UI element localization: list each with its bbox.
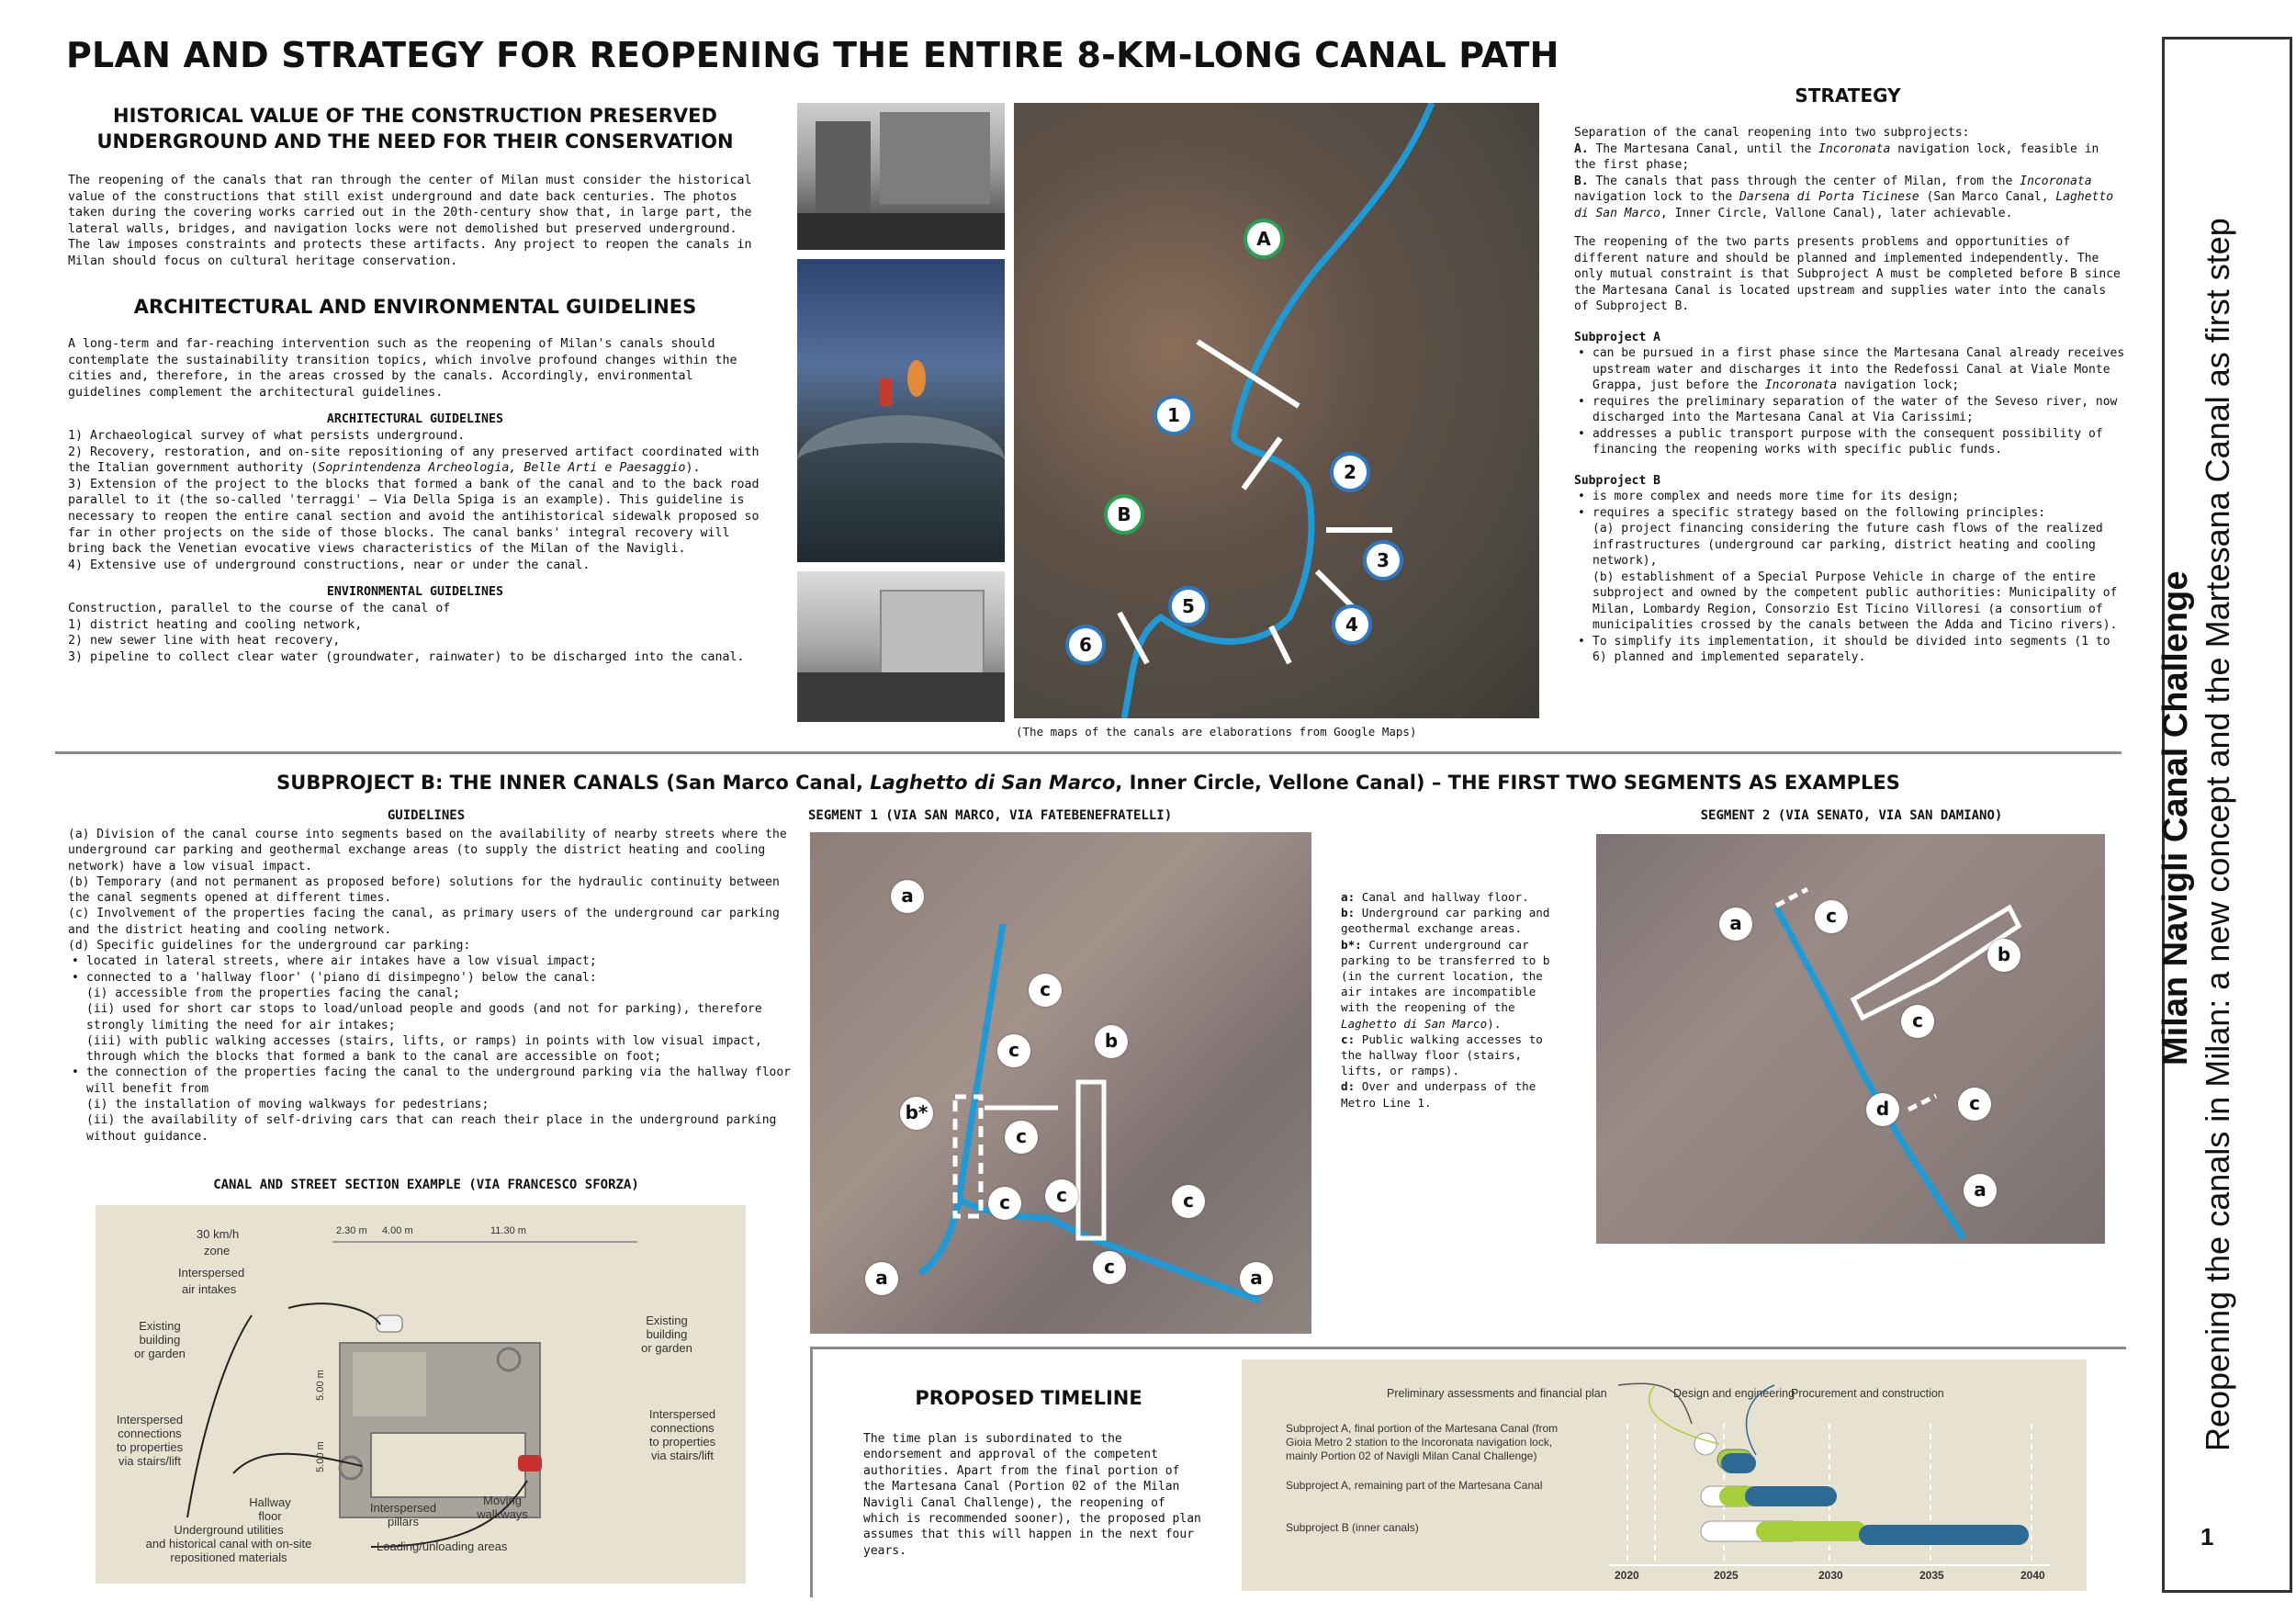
year-label-2035: 2035: [1919, 1569, 1944, 1582]
seg1-label-c6: c: [1172, 1185, 1205, 1218]
segment-1-svg: [810, 832, 1311, 1334]
subb-guidelines-heading: GUIDELINES: [387, 808, 466, 823]
year-label-2040: 2040: [2020, 1569, 2045, 1582]
list-item: • can be pursued in a first phase since the Martesana Canal already receives upstream water and discharges it into the Redefossi Canal at Viale Monte Grappa, just before the Incoronata navigation lock;: [1574, 345, 2125, 394]
segment-divider-1: [1198, 342, 1299, 406]
env-guideline-2: 2) new sewer line with heat recovery,: [68, 634, 341, 648]
guideline-b: (b) Temporary (and not permanent as proposed before) solutions for the hydraulic continuity between the canal segments opened at different times.: [68, 874, 780, 906]
env-guidelines-heading: ENVIRONMENTAL GUIDELINES: [326, 585, 504, 600]
bar-row2-phase3: [1745, 1486, 1837, 1506]
subproject-b-title: SUBPROJECT B: THE INNER CANALS (San Marco Canal, Laghetto di San Marco, Inner Circle, Vellone Canal) – THE FIRST TWO SEGMENTS AS EXAMPLES: [276, 772, 1900, 794]
seg2-label-a-bottom: a: [1964, 1174, 1997, 1207]
list-item: • located in lateral streets, where air intakes have a low visual impact;: [68, 953, 793, 969]
row-1-label: Subproject A, final portion of the Martesana Canal (from Gioia Metro 2 station to the Incoronata navigation lock, mainly Portion 02 of Navigli Milan Canal Challenge): [1286, 1422, 1559, 1462]
dashed-connector-right: [1908, 1096, 1936, 1110]
label-h1: 5.00 m: [314, 1370, 326, 1401]
legend-d: d: Over and underpass of the Metro Line 1.: [1341, 1079, 1536, 1110]
label-building-left: Existing building or garden: [134, 1319, 186, 1360]
bar-row1-phase1: [1694, 1433, 1716, 1455]
legend-b: b: Underground car parking and geothermal exchange areas.: [1341, 906, 1550, 936]
page-number: 1: [2200, 1523, 2214, 1551]
segment-legend: [1341, 889, 1570, 1111]
label-speed: 30 km/h: [197, 1227, 240, 1241]
bar-row3-phase2: [1756, 1521, 1866, 1541]
segment-2-svg: [1596, 834, 2105, 1244]
seg1-label-c3: c: [1005, 1121, 1038, 1154]
seg2-label-a-top: a: [1719, 908, 1752, 941]
segment-1-map: [810, 832, 1311, 1334]
segment-2-map: [1596, 834, 2105, 1244]
canal-overview-map: [1014, 103, 1539, 718]
seg1-label-c4: c: [988, 1187, 1021, 1220]
seg2-label-c3: c: [1958, 1088, 1991, 1121]
legend-c: c: Public walking accesses to the hallway floor (stairs, lifts, or ramps).: [1341, 1032, 1543, 1078]
segment-divider-4: [1317, 571, 1354, 608]
arch-env-intro: A long-term and far-reaching intervention such as the reopening of Milan's canals should contemplate the sustainability transition topics, which involve profound changes within the cities and, therefore, in the areas crossed by the canals. Accordingly, environmental guidelines complement the architectural guidelines.: [68, 337, 737, 400]
label-utilities: Underground utilities and historical canal with on-site repositioned materials: [145, 1523, 312, 1564]
historical-body: The reopening of the canals that ran through the center of Milan must consider the historical value of the constructions that still exist underground and date back centuries. The photos taken during the covering works carried out in the 20th-century show that, in large part, the lateral walls, bridges, and navigation locks were not demolished but preserved underground. The law imposes constraints and protects these artifacts. Any project to reopen the canals in Milan should focus on cultural heritage conservation.: [68, 174, 752, 268]
seg1-label-b: b: [1095, 1025, 1128, 1058]
phase-3-label: Procurement and construction: [1791, 1387, 1944, 1400]
map-marker-6: 6: [1065, 625, 1106, 665]
seg1-label-a-left: a: [865, 1262, 898, 1295]
row-2-label: Subproject A, remaining part of the Martesana Canal: [1286, 1479, 1543, 1492]
year-label-2025: 2025: [1714, 1569, 1739, 1582]
historical-heading: [66, 103, 764, 154]
subproject-a-heading: Subproject A: [1574, 330, 1660, 344]
sidebar-title-sub: Reopening the canals in Milan: a new concept and the Martesana Canal as first step: [2199, 218, 2236, 1451]
arch-guideline-1: 1) Archaeological survey of what persists underground.: [68, 428, 466, 443]
label-dim3: 11.30 m: [490, 1225, 526, 1236]
strategy-block: [1574, 125, 2125, 666]
segment-1-heading: SEGMENT 1 (VIA SAN MARCO, VIA FATEBENEFRATELLI): [808, 808, 1173, 823]
seg1-label-c1: c: [1029, 974, 1062, 1007]
subb-guidelines-block: [68, 827, 793, 1145]
historic-photo-2: [797, 259, 1005, 562]
map-marker-5: 5: [1168, 586, 1209, 626]
segment-1-canal-line: [920, 924, 1260, 1301]
map-marker-2: 2: [1330, 452, 1370, 492]
historic-photo-1: [797, 103, 1005, 250]
sidebar-title: [2155, 129, 2239, 1562]
guideline-c: (c) Involvement of the properties facing the canal, as primary users of the underground car parking and the district heating and cooling network.: [68, 907, 780, 937]
red-car-icon: [518, 1455, 542, 1472]
label-dim2: 4.00 m: [382, 1225, 413, 1236]
year-label-2030: 2030: [1818, 1569, 1843, 1582]
map-marker-4: 4: [1332, 604, 1372, 645]
page-title: PLAN AND STRATEGY FOR REOPENING THE ENTIRE 8-KM-LONG CANAL PATH: [66, 35, 1559, 75]
seg2-label-c2: c: [1901, 1005, 1934, 1038]
env-guideline-3: 3) pipeline to collect clear water (groundwater, rainwater) to be discharged into the canal.: [68, 649, 745, 664]
env-guideline-1: 1) district heating and cooling network,: [68, 617, 363, 632]
list-item: • the connection of the properties facing the canal to the underground parking via the hallway floor will benefit from (i) the installation of moving walkways for pedestrians; (ii) the availability of self-driving cars that can reach their place in the underground parking without guidance.: [68, 1065, 793, 1144]
arch-guideline-2: 2) Recovery, restoration, and on-site repositioning of any preserved artifact coordinated with the Italian government authority (Soprintendenza Archeologia, Belle Arti e Paesaggio).: [68, 445, 760, 476]
legend-bstar: b*: Current underground car parking to be transferred to b (in the current location, the air intakes are incompatible with the reopening of the Laghetto di San Marco).: [1341, 937, 1550, 1031]
segment-2-heading: SEGMENT 2 (VIA SENATO, VIA SAN DAMIANO): [1700, 808, 2003, 823]
timeline-chart: [1242, 1359, 2087, 1591]
list-item: • requires a specific strategy based on the following principles: (a) project financing considering the future cash flows of the realized infrastructures (underground car parking, district heating and cooling network), (b) establishment of a Special Purpose Vehicle in charge of the entire subproject and owned by the competent public authorities: Municipality of Milan, Lombardy Region, Consorzio Est Ticino Villoresi (a consortium of municipalities crossed by the canals between the Adda and Ticino rivers).: [1574, 505, 2125, 634]
label-zone: zone: [204, 1244, 231, 1257]
guideline-a: (a) Division of the canal course into segments based on the availability of nearby streets where the underground car parking and geothermal exchange areas (to supply the district heating and cooling network) have a low visual impact.: [68, 828, 787, 874]
section-divider: [55, 751, 2122, 754]
dashed-connector-top: [1776, 889, 1807, 906]
map-marker-3: 3: [1363, 540, 1403, 581]
map-marker-B: B: [1104, 494, 1144, 535]
timeline-heading: PROPOSED TIMELINE: [915, 1387, 1142, 1409]
guideline-d-list: [68, 953, 793, 1145]
subproject-a-list: [1574, 345, 2125, 458]
map-marker-1: 1: [1154, 395, 1194, 435]
label-air1: Interspersed: [178, 1266, 245, 1280]
timeline-body: The time plan is subordinated to the endorsement and approval of the competent authorities. Apart from the final portion of the Martesana Canal (Portion 02 of the Milan Navigli Canal Challenge), the reopening of which is recommended sooner), the proposed plan assumes that this will happen in the next four years.: [863, 1432, 1201, 1558]
historical-heading-line1: HISTORICAL VALUE OF THE CONSTRUCTION PRESERVED: [113, 105, 717, 127]
seg1-label-a-top: a: [891, 880, 924, 913]
parking-area-b: [1078, 1082, 1104, 1238]
seg2-label-d: d: [1866, 1093, 1899, 1126]
list-item: • connected to a 'hallway floor' ('piano di disimpegno') below the canal: (i) accessible from the properties facing the canal; (ii) used for short car stops to load/unload people and goods (and not for parking), therefore strongly limiting the need for air intakes; (iii) with public walking accesses (stairs, lifts, or ramps) in points with low visual impact, through which the blocks that formed a bank to the canal are accessible on foot;: [68, 970, 793, 1066]
arch-guideline-3: 3) Extension of the project to the blocks that formed a bank of the canal and to the back road parallel to it (the so-called 'terraggi' – Via Della Spiga is an example). This guideline is necessary to reopen the entire canal section and avoid the antihistorical sidewalk proposed so far in other projects on the side of those blocks. The canal banks' integral recovery will bring back the Venetian evocative views characteristics of the Milan of the Navigli.: [68, 477, 760, 557]
guideline-d: (d) Specific guidelines for the underground car parking:: [68, 939, 471, 953]
bar-row1-phase3: [1721, 1453, 1756, 1473]
sidebar-title-bold: Milan Navigli Canal Challenge: [2156, 570, 2195, 1066]
map-marker-A: A: [1244, 219, 1284, 259]
label-connections-right: Interspersed connections to properties via stairs/lift: [648, 1407, 716, 1462]
strategy-paragraph-2: The reopening of the two parts presents problems and opportunities of different nature and should be planned and implemented independently. The only mutual constraint is that Subproject A must be completed before B since the Martesana Canal is located upstream and supplies water into the canals of Subproject B.: [1574, 235, 2121, 313]
label-air2: air intakes: [182, 1282, 237, 1296]
seg1-label-bstar: b*: [900, 1097, 933, 1130]
year-label-2020: 2020: [1615, 1569, 1639, 1582]
subproject-b-list: [1574, 489, 2125, 666]
label-building-right: Existing building or garden: [641, 1314, 692, 1355]
env-intro: Construction, parallel to the course of the canal of: [68, 601, 451, 615]
map-caption: (The maps of the canals are elaborations from Google Maps): [1016, 725, 1417, 739]
segment-2-canal-line: [1776, 908, 1964, 1238]
canal-water: [353, 1352, 426, 1416]
subproject-b-heading: Subproject B: [1574, 473, 1660, 488]
bar-row3-phase3: [1859, 1525, 2029, 1545]
row-3-label: Subproject B (inner canals): [1286, 1521, 1419, 1534]
seg1-label-c7: c: [1093, 1251, 1126, 1284]
arch-guidelines-heading: ARCHITECTURAL GUIDELINES: [326, 412, 504, 427]
phase-2-label: Design and engineering: [1673, 1387, 1795, 1400]
segment-divider-5: [1271, 626, 1289, 663]
strategy-item-a: A. The Martesana Canal, until the Incoronata navigation lock, feasible in the first phase;: [1574, 141, 2099, 172]
list-item: • To simplify its implementation, it should be divided into segments (1 to 6) planned and implemented separately.: [1574, 634, 2125, 666]
label-hallway-floor: Hallway floor: [249, 1495, 291, 1523]
historical-heading-line2: UNDERGROUND AND THE NEED FOR THEIR CONSERVATION: [96, 130, 734, 152]
seg1-label-c2: c: [997, 1034, 1030, 1067]
seg2-label-b: b: [1987, 939, 2020, 972]
strategy-intro: Separation of the canal reopening into two subprojects:: [1574, 126, 1970, 140]
section-diagram: [96, 1205, 746, 1584]
arch-guideline-4: 4) Extensive use of underground constructions, near or under the canal.: [68, 558, 591, 572]
list-item: • requires the preliminary separation of the water of the Seveso river, now discharged into the Martesana Canal at Via Carissimi;: [1574, 394, 2125, 426]
label-connections-left: Interspersed connections to properties via stairs/lift: [116, 1413, 184, 1468]
timeline-svg: [1242, 1359, 2087, 1591]
label-h2: 5.00 m: [314, 1441, 326, 1472]
seg1-label-c5: c: [1045, 1179, 1078, 1212]
list-item: • addresses a public transport purpose with the consequent possibility of financing the reopening works with specific public funds.: [1574, 426, 2125, 458]
phase-1-label: Preliminary assessments and financial plan: [1387, 1387, 1607, 1400]
arch-env-heading: ARCHITECTURAL AND ENVIRONMENTAL GUIDELINES: [133, 296, 697, 318]
arrow-air-intakes: [288, 1303, 380, 1325]
label-pillars: Interspersed pillars: [369, 1501, 437, 1528]
strategy-item-b: B. The canals that pass through the center of Milan, from the Incoronata navigation lock to the Darsena di Porta Ticinese (San Marco Canal, Laghetto di San Marco, Inner Circle, Vallone Canal), later achievable.: [1574, 174, 2114, 220]
historic-photo-3: [797, 571, 1005, 722]
hallway-floor-box: [371, 1433, 525, 1497]
seg1-label-a-right: a: [1240, 1262, 1273, 1295]
legend-a: a: Canal and hallway floor.: [1341, 890, 1529, 904]
strategy-heading: STRATEGY: [1795, 85, 1901, 107]
section-diagram-heading: CANAL AND STREET SECTION EXAMPLE (VIA FRANCESCO SFORZA): [213, 1178, 639, 1192]
list-item: • is more complex and needs more time for its design;: [1574, 489, 2125, 505]
arch-env-block: [68, 336, 762, 665]
label-walkways: Moving walkways: [477, 1494, 528, 1521]
seg2-label-c1: c: [1815, 900, 1848, 933]
label-dim1: 2.30 m: [336, 1225, 367, 1236]
label-loading: Loading/unloading areas: [377, 1539, 508, 1553]
